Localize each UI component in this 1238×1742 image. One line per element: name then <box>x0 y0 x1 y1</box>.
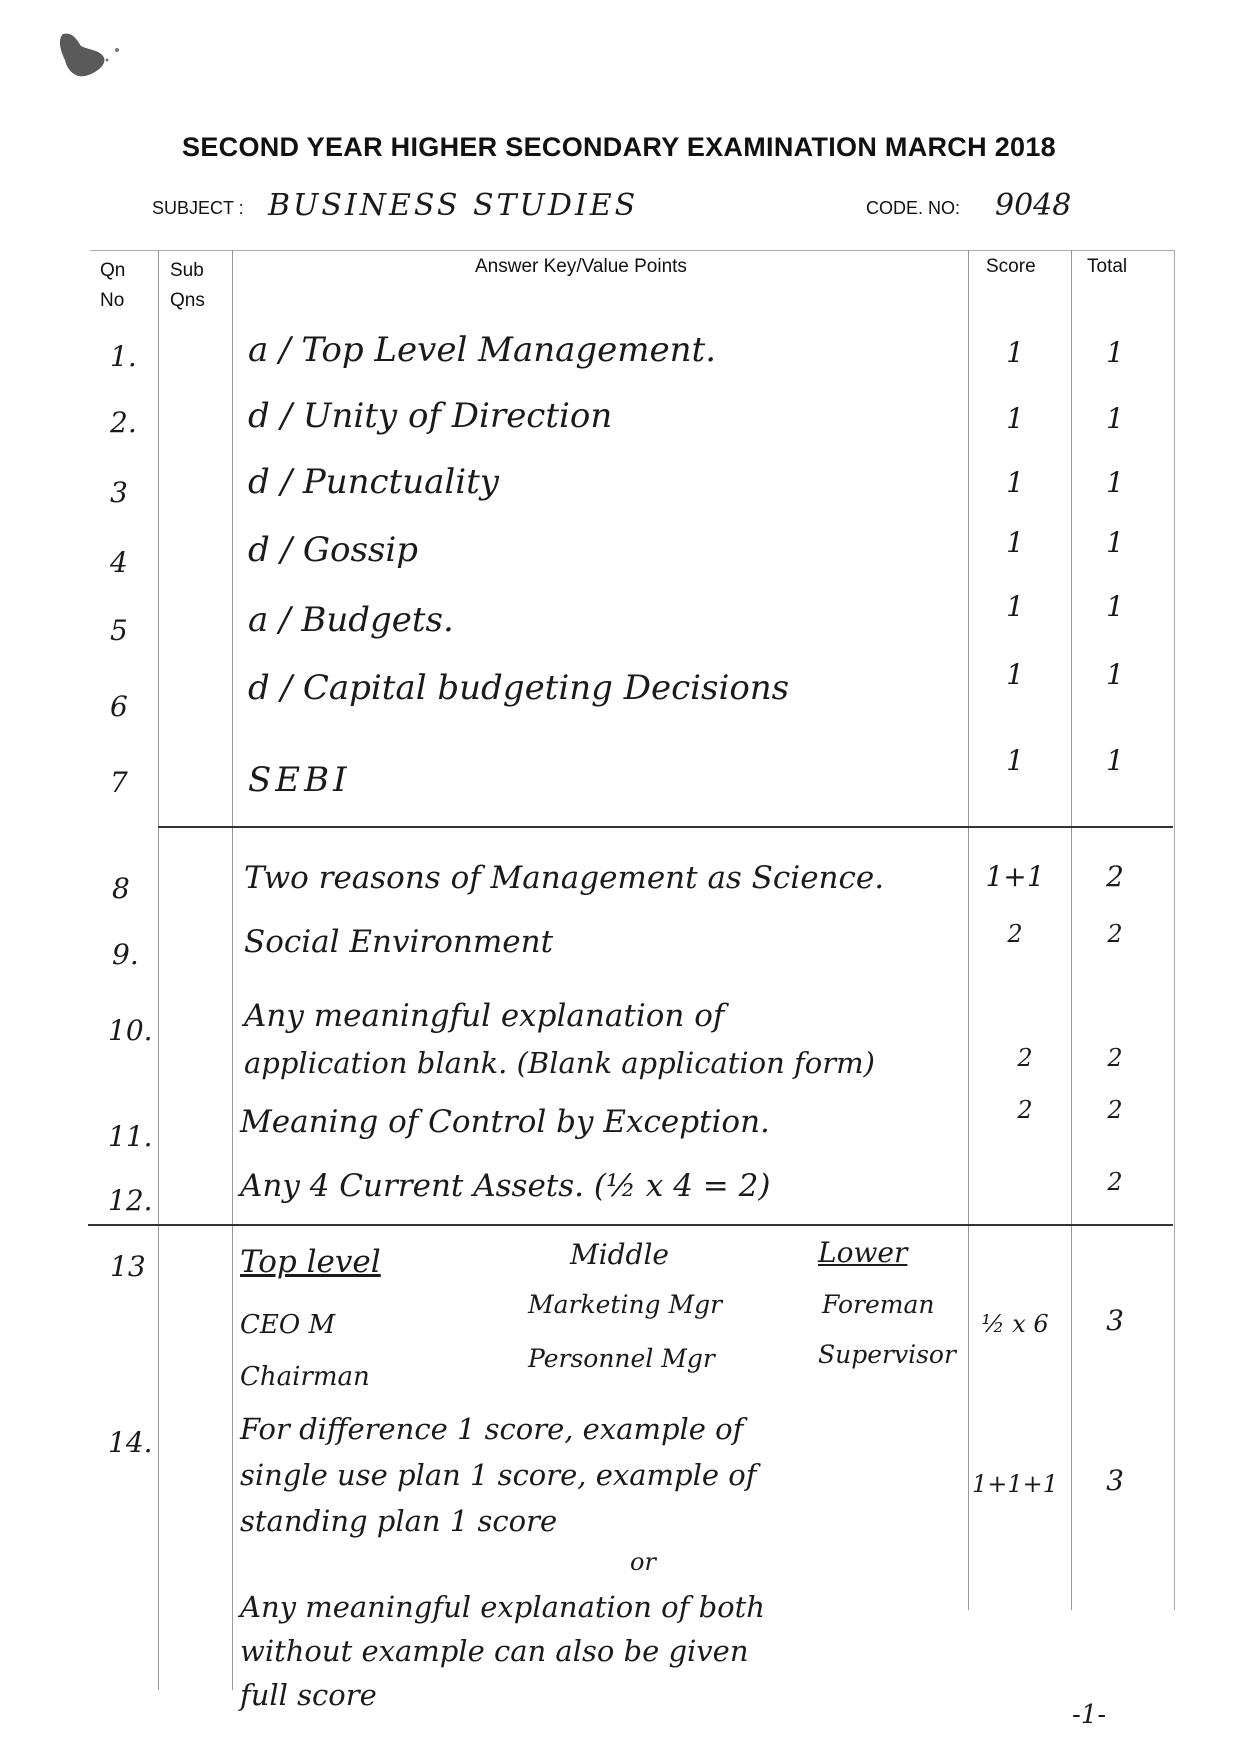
qn-4: 4 <box>110 546 128 579</box>
answer-7: SEBI <box>248 760 351 800</box>
total-9: 2 <box>1107 920 1123 948</box>
level-lower-heading: Lower <box>818 1236 908 1269</box>
qn-7: 7 <box>110 766 128 799</box>
score-6: 1 <box>1006 658 1024 691</box>
level-lower-item: Supervisor <box>818 1340 956 1369</box>
section-divider-2 <box>88 1224 1173 1226</box>
section-divider-1 <box>158 826 1173 828</box>
level-middle-item: Personnel Mgr <box>528 1344 715 1373</box>
score-11: 2 <box>1017 1096 1033 1124</box>
answer-14-line: For difference 1 score, example of <box>240 1412 744 1446</box>
col-header-score: Score <box>986 256 1036 277</box>
qn-8: 8 <box>112 872 130 905</box>
score-5: 1 <box>1006 590 1024 623</box>
col-right-border <box>1174 250 1175 1610</box>
answer-9: Social Environment <box>244 924 554 960</box>
total-2: 1 <box>1106 402 1124 435</box>
col-header-answer: Answer Key/Value Points <box>475 256 687 277</box>
score-13: ½ x 6 <box>981 1310 1049 1338</box>
table-top-border <box>90 250 1175 251</box>
alt-line: Any meaningful explanation of both <box>240 1590 765 1624</box>
total-11: 2 <box>1107 1096 1123 1124</box>
total-8: 2 <box>1106 860 1124 893</box>
level-lower-item: Foreman <box>822 1290 935 1319</box>
answer-12: Any 4 Current Assets. (½ x 4 = 2) <box>240 1168 771 1204</box>
score-1: 1 <box>1006 336 1024 369</box>
score-8: 1+1 <box>985 860 1045 893</box>
level-top-item: CEO M <box>240 1310 336 1340</box>
answer-8: Two reasons of Management as Science. <box>244 860 885 896</box>
level-top-item: Chairman <box>240 1362 370 1392</box>
total-3: 1 <box>1106 466 1124 499</box>
or-separator: or <box>630 1548 656 1576</box>
exam-title: SECOND YEAR HIGHER SECONDARY EXAMINATION MARCH 2018 <box>182 132 1056 162</box>
answer-10-line1: Any meaningful explanation of <box>244 998 725 1034</box>
col-divider-sub <box>158 250 159 1690</box>
total-12: 2 <box>1107 1168 1123 1196</box>
answer-1: a / Top Level Management. <box>248 330 716 370</box>
answer-11: Meaning of Control by Exception. <box>240 1104 770 1140</box>
alt-line: without example can also be given <box>240 1634 749 1668</box>
col-divider-total <box>1071 250 1072 1610</box>
col-header-total: Total <box>1087 256 1128 277</box>
qn-3: 3 <box>110 476 128 509</box>
total-13: 3 <box>1106 1304 1124 1337</box>
subject-value: BUSINESS STUDIES <box>268 188 639 223</box>
score-2: 1 <box>1006 402 1024 435</box>
alt-line: full score <box>240 1678 377 1712</box>
total-10: 2 <box>1107 1044 1123 1072</box>
col-divider-score <box>968 250 969 1610</box>
qn-1: 1. <box>110 340 137 373</box>
code-value: 9048 <box>995 188 1072 223</box>
answer-14-line: standing plan 1 score <box>240 1504 558 1538</box>
qn-6: 6 <box>110 690 128 723</box>
page-number: -1- <box>1072 1700 1107 1730</box>
level-middle-item: Marketing Mgr <box>528 1290 723 1319</box>
answer-10-line2: application blank. (Blank application form) <box>244 1046 875 1080</box>
answer-4: d / Gossip <box>248 530 418 570</box>
score-4: 1 <box>1006 526 1024 559</box>
score-3: 1 <box>1006 466 1024 499</box>
answer-5: a / Budgets. <box>248 600 454 640</box>
level-middle-heading: Middle <box>570 1238 669 1271</box>
subject-label: SUBJECT : <box>152 198 244 218</box>
total-14: 3 <box>1106 1464 1124 1497</box>
qn-10: 10. <box>108 1014 153 1047</box>
total-5: 1 <box>1106 590 1124 623</box>
score-14: 1+1+1 <box>971 1470 1059 1498</box>
ink-blot <box>55 30 127 82</box>
qn-14: 14. <box>108 1426 153 1459</box>
qn-11: 11. <box>108 1120 153 1153</box>
answer-6: d / Capital budgeting Decisions <box>248 668 790 708</box>
answer-14-line: single use plan 1 score, example of <box>240 1458 757 1492</box>
qn-2: 2. <box>110 406 137 439</box>
col-header-sub: Sub Qns <box>170 260 205 311</box>
score-10: 2 <box>1017 1044 1033 1072</box>
answer-2: d / Unity of Direction <box>248 396 613 436</box>
score-9: 2 <box>1007 920 1023 948</box>
col-divider-answer <box>232 250 233 1690</box>
score-7: 1 <box>1006 744 1024 777</box>
total-1: 1 <box>1106 336 1124 369</box>
level-top-heading: Top level <box>240 1244 381 1280</box>
qn-5: 5 <box>110 614 128 647</box>
qn-12: 12. <box>108 1184 153 1217</box>
total-6: 1 <box>1106 658 1124 691</box>
total-7: 1 <box>1106 744 1124 777</box>
qn-9: 9. <box>112 938 139 971</box>
total-4: 1 <box>1106 526 1124 559</box>
answer-3: d / Punctuality <box>248 462 499 502</box>
code-label: CODE. NO: <box>866 198 961 218</box>
col-header-qn: Qn No <box>100 260 126 311</box>
qn-13: 13 <box>110 1250 146 1283</box>
